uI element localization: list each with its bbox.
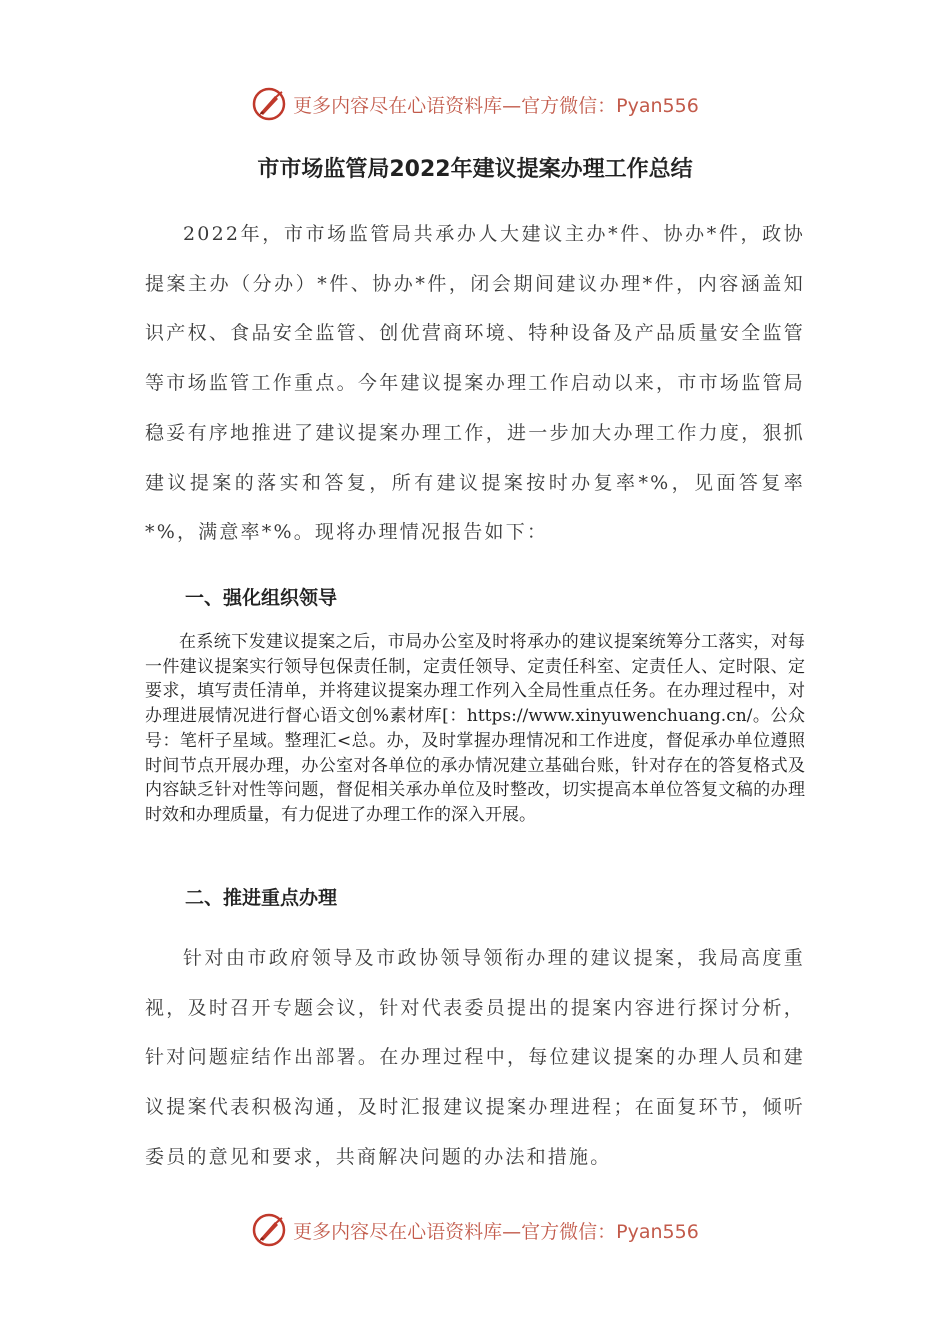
header-banner xyxy=(0,82,950,126)
footer-banner xyxy=(0,1208,950,1252)
quill-logo-icon xyxy=(251,1212,287,1248)
section-heading-2: 二、推进重点办理 xyxy=(185,887,338,909)
section-body-2: 针对由市政府领导及市政协领导领衔办理的建议提案，我局高度重视，及时召开专题会议，针对代表委员提出的提案内容进行探讨分析，针对问题症结作出部署。在办理过程中，每位建议提案的办理人员和建议提案代表积极沟通，及时汇报建议提案办理进程；在面复环节，倾听委员的意见和要求，共商解决问题的办法和措施。 xyxy=(145,947,805,1168)
section-heading-1: 一、强化组织领导 xyxy=(185,587,338,609)
section-body-1: 在系统下发建议提案之后，市局办公室及时将承办的建议提案统筹分工落实，对每一件建议提案实行领导包保责任制，定责任领导、定责任科室、定责任人、定时限、定要求，填写责任清单，并将建议提案办理工作列入全局性重点任务。在办理过程中，对办理进展情况进行督心语文创%素材库[：https://www.xinyuwenchuang.cn/。公众号：笔杆子星域。整理汇<总。办，及时掌握办理情况和工作进度，督促承办单位遵照时间节点开展办理，办公室对各单位的承办情况建立基础台账，针对存在的答复格式及内容缺乏针对性等问题，督促相关承办单位及时整改，切实提高本单位答复文稿的办理时效和办理质量，有力促进了办理工作的深入开展。 xyxy=(145,632,805,825)
banner-text: 更多内容尽在心语资料库—官方微信：Pyan556 xyxy=(293,1220,699,1243)
document-title: 市市场监管局2022年建议提案办理工作总结 xyxy=(257,157,693,182)
intro-paragraph: 2022年，市市场监管局共承办人大建议主办*件、协办*件，政协提案主办（分办）*件、协办*件，闭会期间建议办理*件，内容涵盖知识产权、食品安全监管、创优营商环境、特种设备及产品质量安全监管等市场监管工作重点。今年建议提案办理工作启动以来，市市场监管局稳妥有序地推进了建议提案办理工作，进一步加大办理工作力度，狠抓建议提案的落实和答复，所有建议提案按时办复率*%，见面答复率*%，满意率*%。现将办理情况报告如下： xyxy=(145,223,805,544)
quill-logo-icon xyxy=(251,86,287,122)
banner-text: 更多内容尽在心语资料库—官方微信：Pyan556 xyxy=(293,94,699,117)
